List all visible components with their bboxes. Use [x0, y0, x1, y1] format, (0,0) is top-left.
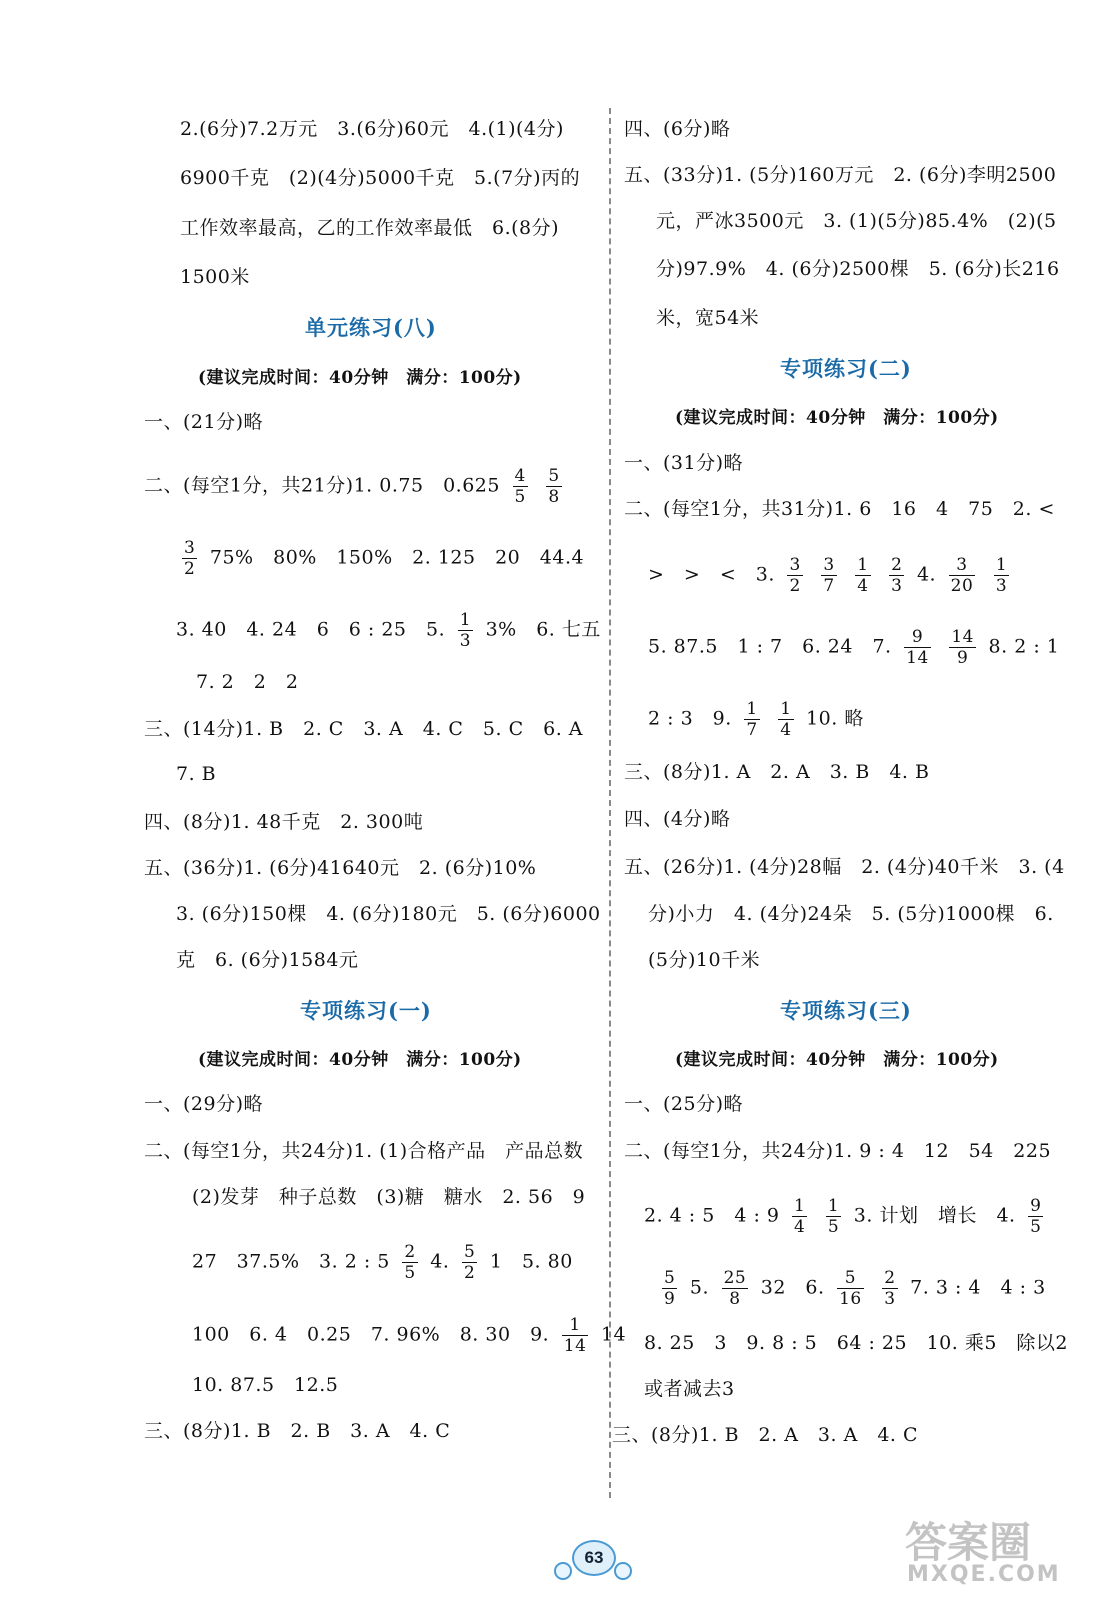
text-line: 7. B: [176, 763, 217, 785]
text-span: 27 37.5% 3. 2 : 5: [192, 1250, 390, 1273]
denominator: 3: [884, 1289, 896, 1309]
denominator: 5: [1030, 1217, 1042, 1237]
denominator: 5: [514, 487, 526, 507]
text-line: 3. (6分)150棵 4. (6分)180元 5. (6分)6000: [176, 903, 601, 925]
numerator: 1: [794, 1196, 806, 1216]
numerator: 9: [1030, 1196, 1042, 1216]
numerator: 4: [514, 466, 526, 486]
denominator: 9: [664, 1289, 676, 1309]
denominator: 5: [404, 1263, 416, 1283]
numerator: 3: [949, 555, 976, 576]
fraction: [462, 1242, 477, 1283]
text-line: 2.(6分)7.2万元 3.(6分)60元 4.(1)(4分): [180, 118, 564, 140]
text-line: [644, 1196, 1049, 1237]
text-line: [192, 1242, 573, 1283]
fraction: [458, 610, 473, 651]
text-span: > > < 3.: [648, 563, 775, 586]
fraction: [949, 555, 976, 596]
numerator: 2: [404, 1242, 416, 1262]
text-line: 五、(33分)1. (5分)160万元 2. (6分)李明2500: [624, 164, 1057, 186]
watermark-logo: [885, 1510, 1095, 1595]
fraction: [662, 1268, 677, 1309]
section-note: (建议完成时间：40分钟 满分：100分): [675, 408, 999, 428]
denominator: 7: [823, 576, 835, 596]
text-span: 二、(每空1分，共21分)1. 0.75 0.625: [144, 474, 500, 497]
denominator: 9: [957, 648, 969, 668]
denominator: 4: [780, 720, 792, 740]
fraction: [821, 555, 836, 596]
fraction: [546, 466, 561, 507]
fraction: [904, 627, 931, 668]
numerator: 25: [723, 1268, 747, 1288]
text-span: 75% 80% 150% 2. 125 20 44.4: [209, 546, 585, 569]
numerator: 5: [463, 1242, 476, 1262]
text-line: [648, 627, 1059, 668]
fraction: [837, 1268, 864, 1309]
text-line: 6900千克 (2)(4分)5000千克 5.(7分)丙的: [180, 167, 581, 189]
text-span: 14: [600, 1323, 627, 1346]
decor-circle: [614, 1562, 632, 1580]
denominator: 2: [184, 559, 196, 579]
numerator: 5: [837, 1268, 864, 1289]
text-line: 1500米: [180, 266, 250, 288]
section-title: 专项练习(三): [780, 998, 912, 1023]
numerator: 9: [904, 627, 931, 648]
text-span: 2. 4 : 5 4 : 9: [644, 1204, 780, 1227]
numerator: 1: [857, 555, 869, 575]
numerator: 5: [548, 466, 560, 486]
text-span: 7. 3 : 4 4 : 3: [910, 1276, 1046, 1299]
text-span: 2 : 3 9.: [648, 707, 732, 730]
text-line: 8. 25 3 9. 8 : 5 64 : 25 10. 乘5 除以2: [644, 1332, 1069, 1354]
numerator: 14: [951, 627, 974, 647]
text-line: 二、(每空1分，共24分)1. 9 : 4 12 54 225: [624, 1140, 1052, 1162]
text-line: 工作效率最高，乙的工作效率最低 6.(8分): [180, 217, 560, 239]
text-line: 五、(26分)1. (4分)28幅 2. (4分)40千米 3. (4: [624, 856, 1065, 878]
text-line: [176, 538, 584, 579]
page-number-label: 63: [572, 1540, 616, 1576]
text-line: (2)发芽 种子总数 (3)糖 糖水 2. 56 9: [192, 1186, 586, 1208]
denominator: 8: [548, 487, 560, 507]
fraction: [792, 1196, 807, 1237]
decor-circle: [554, 1562, 572, 1580]
text-line: [648, 555, 1015, 596]
text-line: 三、(14分)1. B 2. C 3. A 4. C 5. C 6. A: [144, 718, 584, 740]
text-line: 四、(4分)略: [624, 808, 731, 830]
watermark-url: MXQE.COM: [907, 1562, 1061, 1587]
text-span: 3. 40 4. 24 6 6 : 25 5.: [176, 618, 446, 641]
text-line: [144, 466, 568, 507]
text-line: [648, 699, 864, 740]
text-line: 一、(31分)略: [624, 452, 744, 474]
text-line: 二、(每空1分，共31分)1. 6 16 4 75 2. <: [624, 498, 1055, 520]
numerator: 2: [891, 555, 903, 575]
denominator: 2: [463, 1263, 476, 1283]
text-span: 1 5. 80: [489, 1250, 573, 1273]
text-line: 五、(36分)1. (6分)41640元 2. (6分)10%: [144, 857, 537, 879]
text-line: 10. 87.5 12.5: [192, 1374, 339, 1396]
numerator: 1: [459, 610, 472, 630]
text-span: 3% 6. 七五: [485, 618, 601, 641]
text-span: 100 6. 4 0.25 7. 96% 8. 30 9.: [192, 1323, 550, 1346]
text-line: 四、(8分)1. 48千克 2. 300吨: [144, 811, 424, 833]
text-line: 一、(21分)略: [144, 411, 264, 433]
text-line: [192, 1315, 626, 1356]
text-line: 分)小力 4. (4分)24朵 5. (5分)1000棵 6.: [648, 903, 1054, 925]
text-span: 5.: [689, 1276, 710, 1299]
text-line: 一、(29分)略: [144, 1093, 264, 1115]
text-line: 三、(8分)1. B 2. A 3. A 4. C: [612, 1424, 919, 1446]
text-line: 三、(8分)1. A 2. A 3. B 4. B: [624, 761, 930, 783]
denominator: 3: [995, 576, 1008, 596]
fraction: [1028, 1196, 1043, 1237]
numerator: 5: [664, 1268, 676, 1288]
numerator: 1: [780, 699, 792, 719]
fraction: [402, 1242, 417, 1283]
text-line: 分)97.9% 4. (6分)2500棵 5. (6分)长216: [656, 258, 1060, 280]
denominator: 20: [950, 576, 974, 596]
numerator: 1: [827, 1196, 840, 1216]
text-span: 8. 2 : 1: [988, 635, 1060, 658]
text-line: 7. 2 2 2: [196, 671, 299, 693]
denominator: 3: [891, 576, 903, 596]
text-span: 3. 计划 增长 4.: [853, 1204, 1016, 1227]
denominator: 14: [906, 648, 929, 668]
denominator: 4: [857, 576, 869, 596]
denominator: 4: [794, 1217, 806, 1237]
numerator: 3: [823, 555, 835, 575]
section-title: 专项练习(二): [780, 356, 912, 381]
numerator: 3: [184, 538, 196, 558]
fraction: [826, 1196, 841, 1237]
column-divider: [609, 108, 611, 1498]
text-line: [656, 1268, 1046, 1309]
text-line: 四、(6分)略: [624, 118, 731, 140]
text-line: 米，宽54米: [656, 307, 760, 329]
text-span: 32 6.: [760, 1276, 825, 1299]
denominator: 14: [563, 1336, 587, 1356]
text-line: (5分)10千米: [648, 949, 761, 971]
denominator: 7: [746, 720, 758, 740]
numerator: 1: [562, 1315, 589, 1336]
numerator: 2: [884, 1268, 896, 1288]
text-span: 5. 87.5 1 : 7 6. 24 7.: [648, 635, 892, 658]
denominator: 2: [789, 576, 801, 596]
section-note: (建议完成时间：40分钟 满分：100分): [675, 1050, 999, 1070]
numerator: 3: [789, 555, 801, 575]
fraction: [855, 555, 870, 596]
text-line: 克 6. (6分)1584元: [176, 949, 359, 971]
numerator: 1: [995, 555, 1008, 575]
text-span: 10. 略: [806, 707, 864, 730]
fraction: [949, 627, 976, 668]
text-line: 二、(每空1分，共24分)1. (1)合格产品 产品总数: [144, 1140, 584, 1162]
section-note: (建议完成时间：40分钟 满分：100分): [198, 1050, 522, 1070]
denominator: 5: [827, 1217, 840, 1237]
text-span: 4.: [430, 1250, 450, 1273]
fraction: [882, 1268, 897, 1309]
denominator: 8: [729, 1289, 741, 1309]
text-span: 4.: [916, 563, 937, 586]
fraction: [513, 466, 528, 507]
text-line: [176, 610, 601, 651]
text-line: 三、(8分)1. B 2. B 3. A 4. C: [144, 1420, 451, 1442]
fraction: [787, 555, 802, 596]
fraction: [778, 699, 793, 740]
fraction: [722, 1268, 749, 1309]
section-note: (建议完成时间：40分钟 满分：100分): [198, 368, 522, 388]
denominator: 16: [839, 1289, 862, 1309]
text-line: 元，严冰3500元 3. (1)(5分)85.4% (2)(5: [656, 210, 1057, 232]
fraction: [562, 1315, 589, 1356]
denominator: 3: [459, 631, 472, 651]
fraction: [744, 699, 759, 740]
text-line: 一、(25分)略: [624, 1093, 744, 1115]
page-number: [552, 1536, 632, 1582]
fraction: [889, 555, 904, 596]
watermark-text: 答案圈: [905, 1518, 1032, 1567]
text-line: 或者减去3: [644, 1378, 735, 1400]
section-title: 专项练习(一): [300, 998, 432, 1023]
fraction: [994, 555, 1009, 596]
fraction: [182, 538, 197, 579]
numerator: 1: [746, 699, 758, 719]
section-title: 单元练习(八): [305, 315, 437, 340]
